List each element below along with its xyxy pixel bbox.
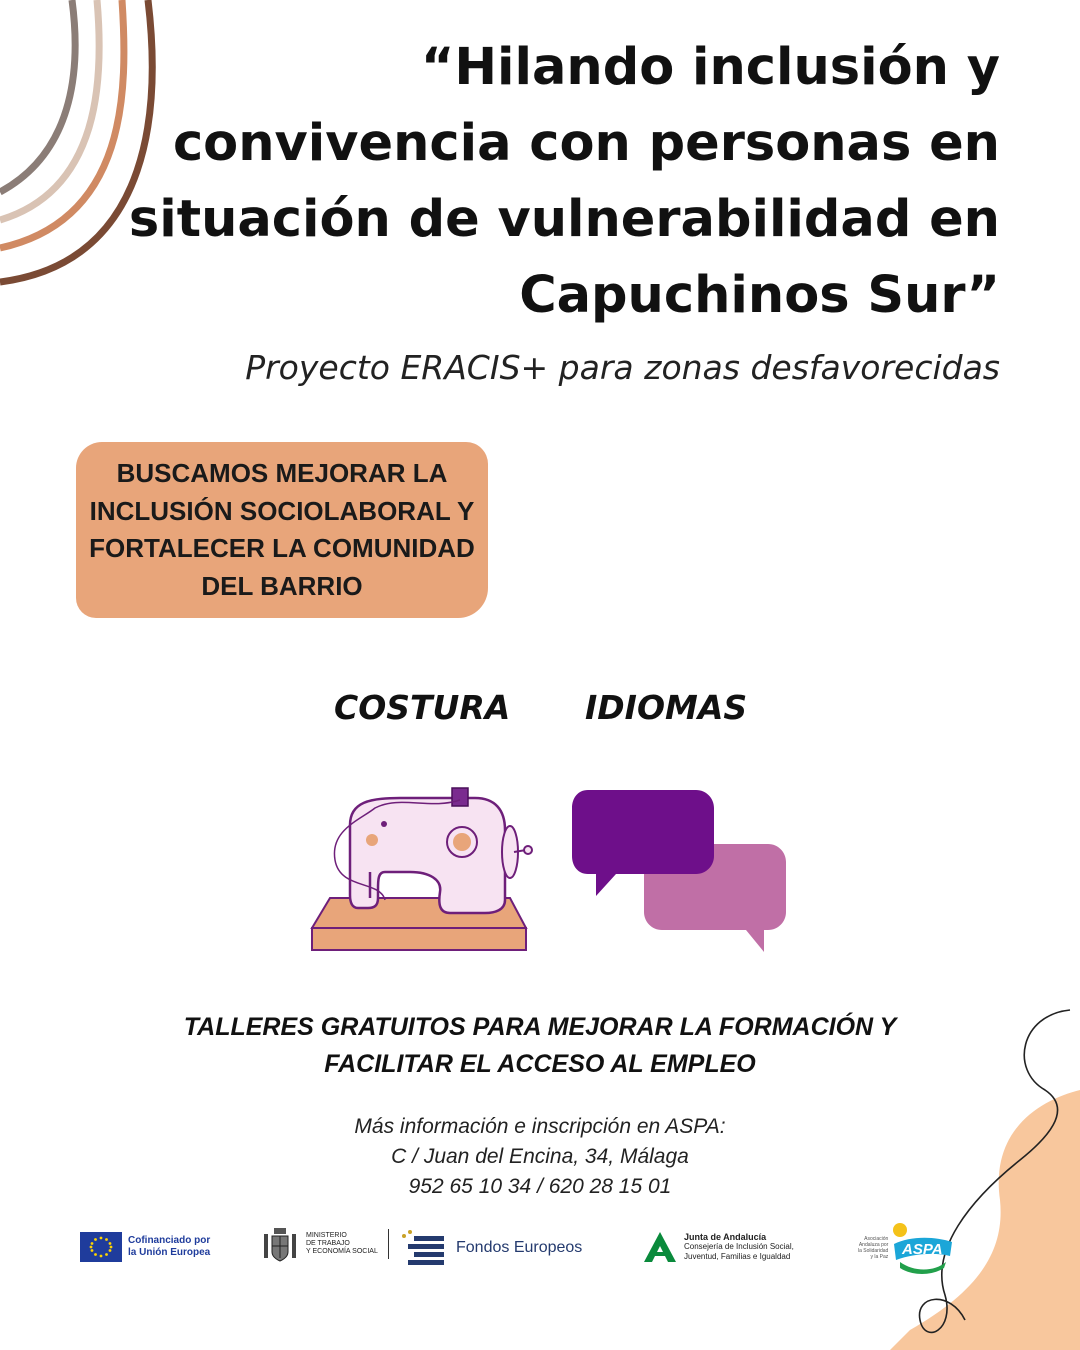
eu-logo-text: Cofinanciado por [128,1235,211,1246]
poster-subtitle: Proyecto ERACIS+ para zonas desfavorecidas [245,348,1000,387]
info-line: Más información e inscripción en ASPA: [354,1115,726,1138]
junta-text: Junta de Andalucía [684,1232,767,1242]
eu-cofunding-logo [80,1232,210,1262]
tagline [140,1009,940,1083]
junta-text: Juventud, Familias e Igualdad [684,1252,791,1261]
goal-line: INCLUSIÓN SOCIOLABORAL Y [89,495,475,526]
junta-andalucia-icon [642,1230,678,1264]
svg-text:ASPA: ASPA [902,1241,943,1258]
ministerio-text: MINISTERIO [306,1232,347,1239]
aspa-text: y la Paz [870,1254,889,1260]
junta-text: Consejería de Inclusión Social, [684,1242,794,1251]
title-line: convivencia con personas en [172,114,1000,173]
workshop-label-idiomas: IDIOMAS [585,688,748,727]
poster-title [100,30,1000,334]
contact-info [240,1112,840,1202]
eu-logo-text: la Unión Europea [128,1247,211,1258]
ministerio-text: DE TRABAJO [306,1240,350,1247]
sewing-machine-icon [300,780,540,960]
title-line: situación de vulnerabilidad en [128,190,1000,249]
aspa-mark-icon [890,1222,954,1274]
fondos-europeos-text: Fondos Europeos [456,1239,583,1256]
eu-flag-icon [80,1232,122,1262]
address: C / Juan del Encina, 34, Málaga [391,1145,689,1168]
aspa-text: Andaluza por [858,1242,889,1248]
goal-line: FORTALECER LA COMUNIDAD [89,533,475,563]
aspa-text: Asociación [864,1236,889,1242]
fondos-europeos-icon [398,1228,450,1268]
aspa-text: la Solidaridad [858,1248,889,1254]
tagline-line: FACILITAR EL ACCESO AL EMPLEO [324,1050,756,1078]
tagline-line: TALLERES GRATUITOS PARA MEJORAR LA FORMACIÓN Y [183,1013,897,1041]
ministerio-text: Y ECONOMÍA SOCIAL [306,1248,378,1255]
title-line: Capuchinos Sur” [519,266,1000,325]
junta-andalucia-logo [642,1230,794,1264]
phone-numbers: 952 65 10 34 / 620 28 15 01 [408,1175,672,1198]
goal-line: BUSCAMOS MEJORAR LA [116,458,448,488]
speech-bubbles-icon [568,786,798,966]
goal-line: DEL BARRIO [201,570,363,601]
spain-coat-of-arms-icon [260,1224,300,1264]
aspa-logo [858,1222,954,1274]
workshop-label-costura: COSTURA [334,688,511,727]
ministerio-logo [260,1224,389,1264]
goal-box [76,442,488,618]
title-line: “Hilando inclusión y [420,38,1000,97]
fondos-europeos-logo [398,1228,582,1268]
logo-divider [388,1229,389,1259]
